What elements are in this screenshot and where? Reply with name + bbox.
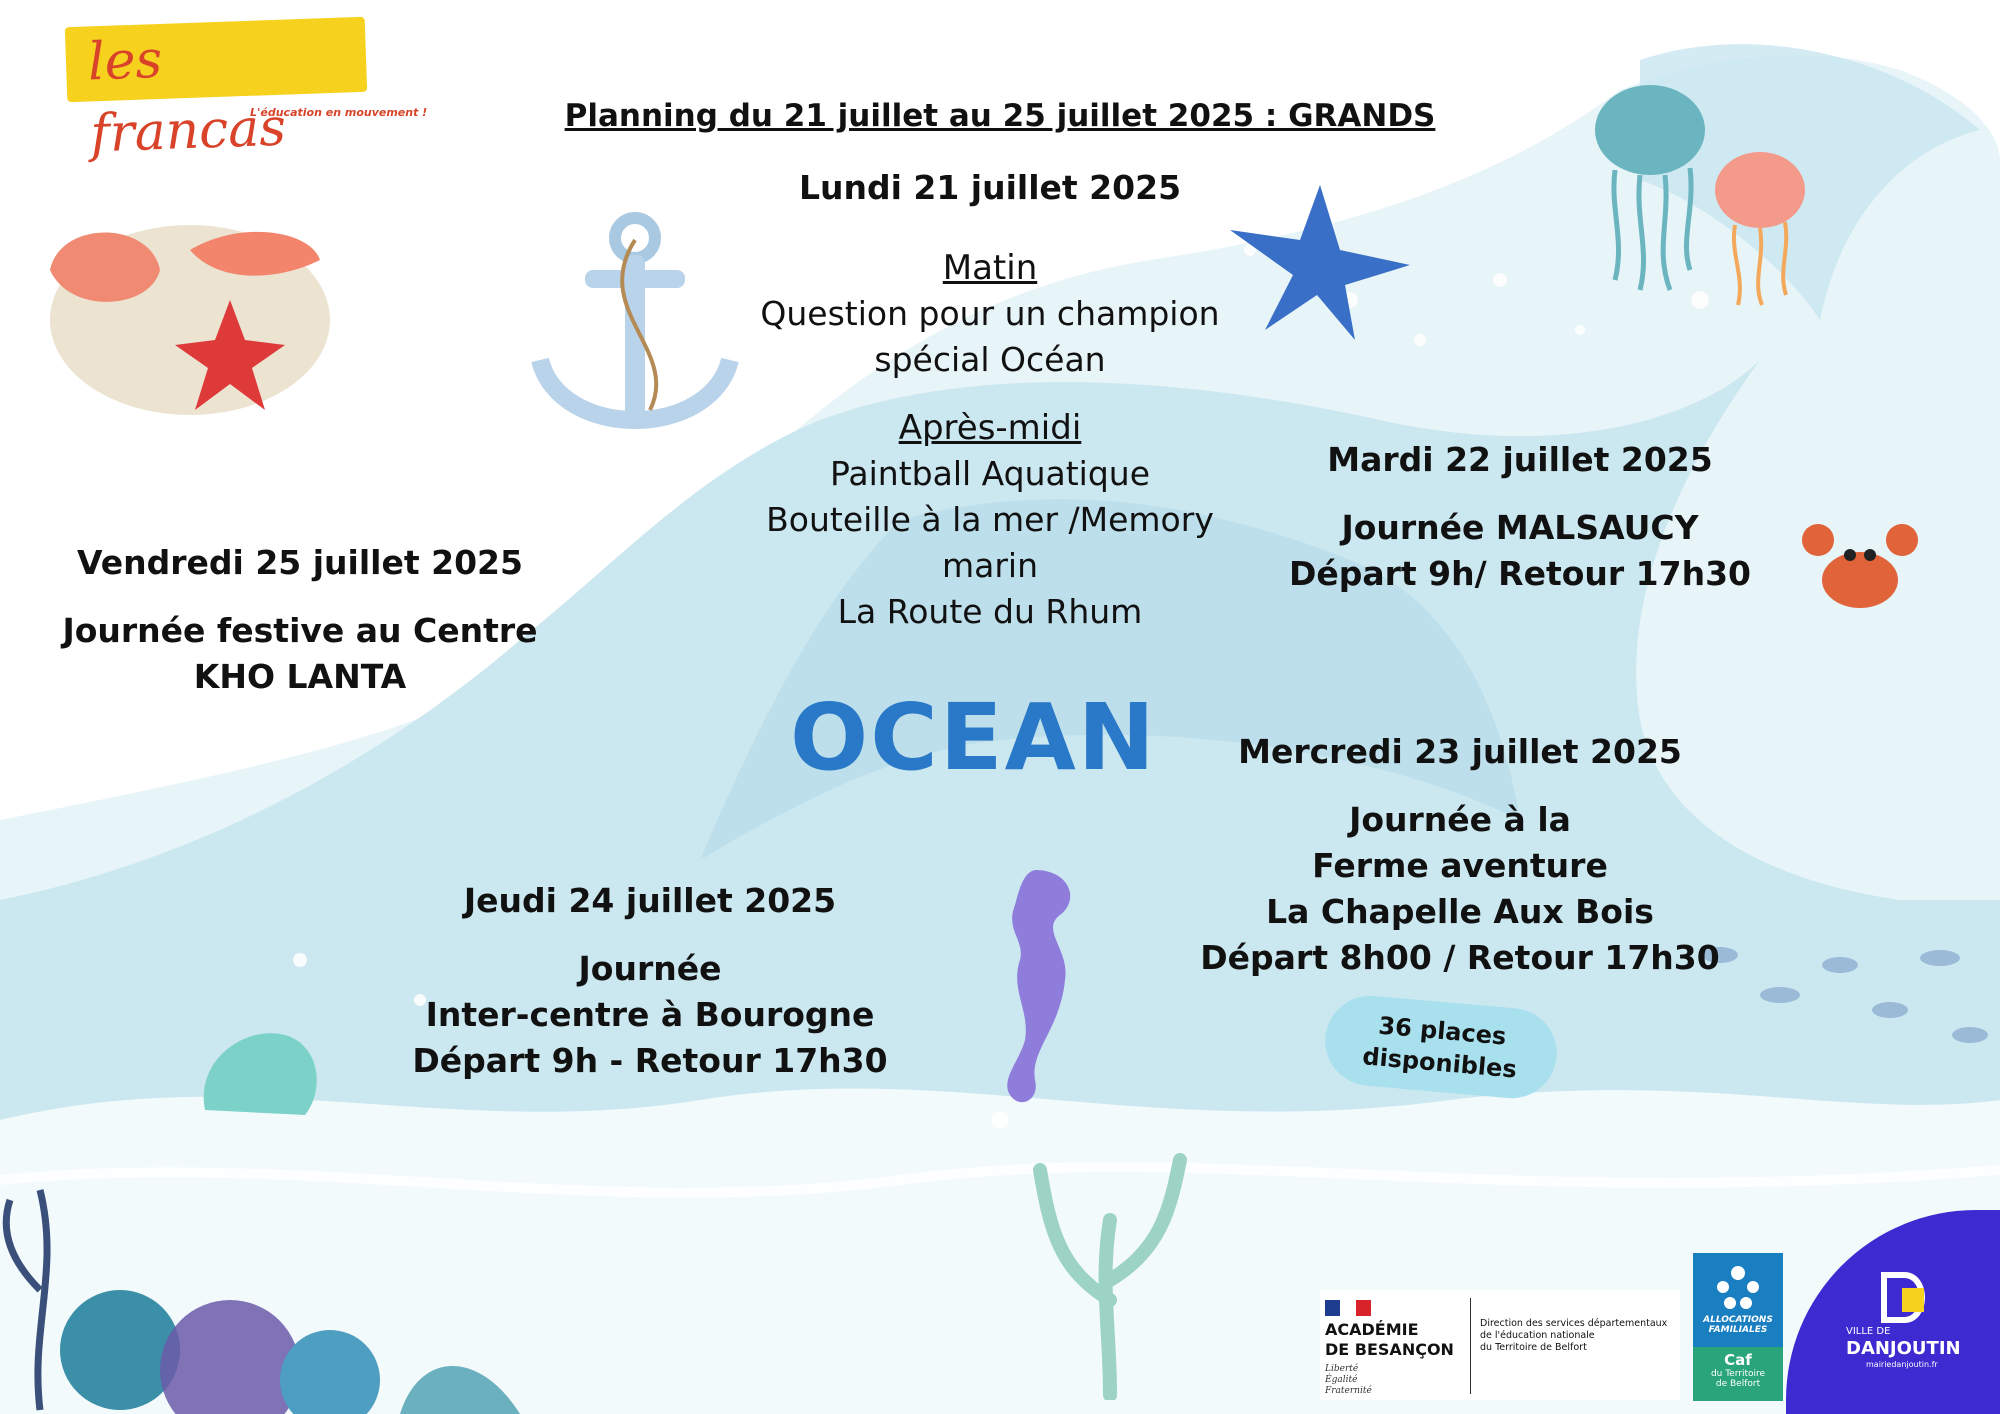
danjoutin-prefix: VILLE DE xyxy=(1846,1326,1891,1337)
lundi-day: Lundi 21 juillet 2025 xyxy=(798,168,1182,207)
matin-line: Question pour un champion xyxy=(760,294,1220,333)
family-icon xyxy=(1715,1263,1761,1311)
aprem-line: Paintball Aquatique xyxy=(829,454,1150,493)
vendredi-section xyxy=(60,540,540,700)
coral-icon xyxy=(1000,1130,1220,1400)
divider xyxy=(1470,1298,1471,1394)
mercredi-day: Mercredi 23 juillet 2025 xyxy=(1238,732,1682,771)
french-flag-icon xyxy=(1325,1300,1371,1316)
francas-logo-text: les francas xyxy=(86,29,287,165)
francas-tagline: L'éducation en mouvement ! xyxy=(250,106,428,119)
matin-line: spécial Océan xyxy=(874,340,1106,379)
mardi-section xyxy=(1260,437,1780,597)
lundi-section xyxy=(740,165,1240,635)
vendredi-line: KHO LANTA xyxy=(193,657,407,696)
mardi-line: Départ 9h/ Retour 17h30 xyxy=(1288,554,1752,593)
jeudi-line: Inter-centre à Bourogne xyxy=(425,995,875,1034)
vendredi-day: Vendredi 25 juillet 2025 xyxy=(77,543,523,582)
aprem-label: Après-midi xyxy=(898,408,1082,448)
badge-line: 36 places xyxy=(1377,1011,1508,1051)
aprem-line: Bouteille à la mer /Memory xyxy=(766,500,1214,539)
badge-line: disponibles xyxy=(1361,1042,1518,1084)
caf-logo xyxy=(1693,1253,1783,1401)
anchor-icon xyxy=(530,210,740,450)
mercredi-section xyxy=(1190,729,1730,981)
planning-title: Planning du 21 juillet au 25 juillet 2025 : GRANDS xyxy=(564,98,1436,134)
starfish-icon xyxy=(1225,180,1415,340)
jeudi-line: Journée xyxy=(578,949,722,988)
academie-name: ACADÉMIE DE BESANÇON xyxy=(1325,1320,1454,1359)
danjoutin-name: DANJOUTIN xyxy=(1846,1338,1961,1359)
ocean-word: OCEAN xyxy=(790,684,1157,791)
mercredi-line: Journée à la xyxy=(1349,800,1571,839)
aprem-line: marin xyxy=(941,546,1039,585)
mercredi-line: Départ 8h00 / Retour 17h30 xyxy=(1200,938,1720,977)
mercredi-line: La Chapelle Aux Bois xyxy=(1266,892,1654,931)
vendredi-line: Journée festive au Centre xyxy=(62,611,538,650)
jeudi-line: Départ 9h - Retour 17h30 xyxy=(412,1041,888,1080)
matin-label: Matin xyxy=(942,248,1038,288)
shell-icon xyxy=(40,200,340,430)
mercredi-line: Ferme aventure xyxy=(1312,846,1608,885)
academie-logo xyxy=(1320,1290,1680,1400)
direction-text: Direction des services départementaux de l'éducation nationale du Territoire de Belfort xyxy=(1480,1318,1668,1353)
danjoutin-site: mairiedanjoutin.fr xyxy=(1866,1360,1938,1369)
aprem-line: La Route du Rhum xyxy=(837,592,1143,631)
crab-icon xyxy=(1800,515,1920,620)
caf-af-text: ALLOCATIONS FAMILIALES xyxy=(1703,1315,1773,1335)
seahorse-icon xyxy=(980,860,1100,1120)
academie-motto: Liberté Égalité Fraternité xyxy=(1325,1364,1372,1396)
jeudi-section xyxy=(400,878,900,1084)
caf-territory: Caf du Territoire de Belfort xyxy=(1693,1347,1783,1401)
jeudi-day: Jeudi 24 juillet 2025 xyxy=(463,881,837,920)
danjoutin-emblem-icon xyxy=(1876,1270,1936,1325)
mardi-day: Mardi 22 juillet 2025 xyxy=(1327,440,1713,479)
mardi-line: Journée MALSAUCY xyxy=(1341,508,1699,547)
